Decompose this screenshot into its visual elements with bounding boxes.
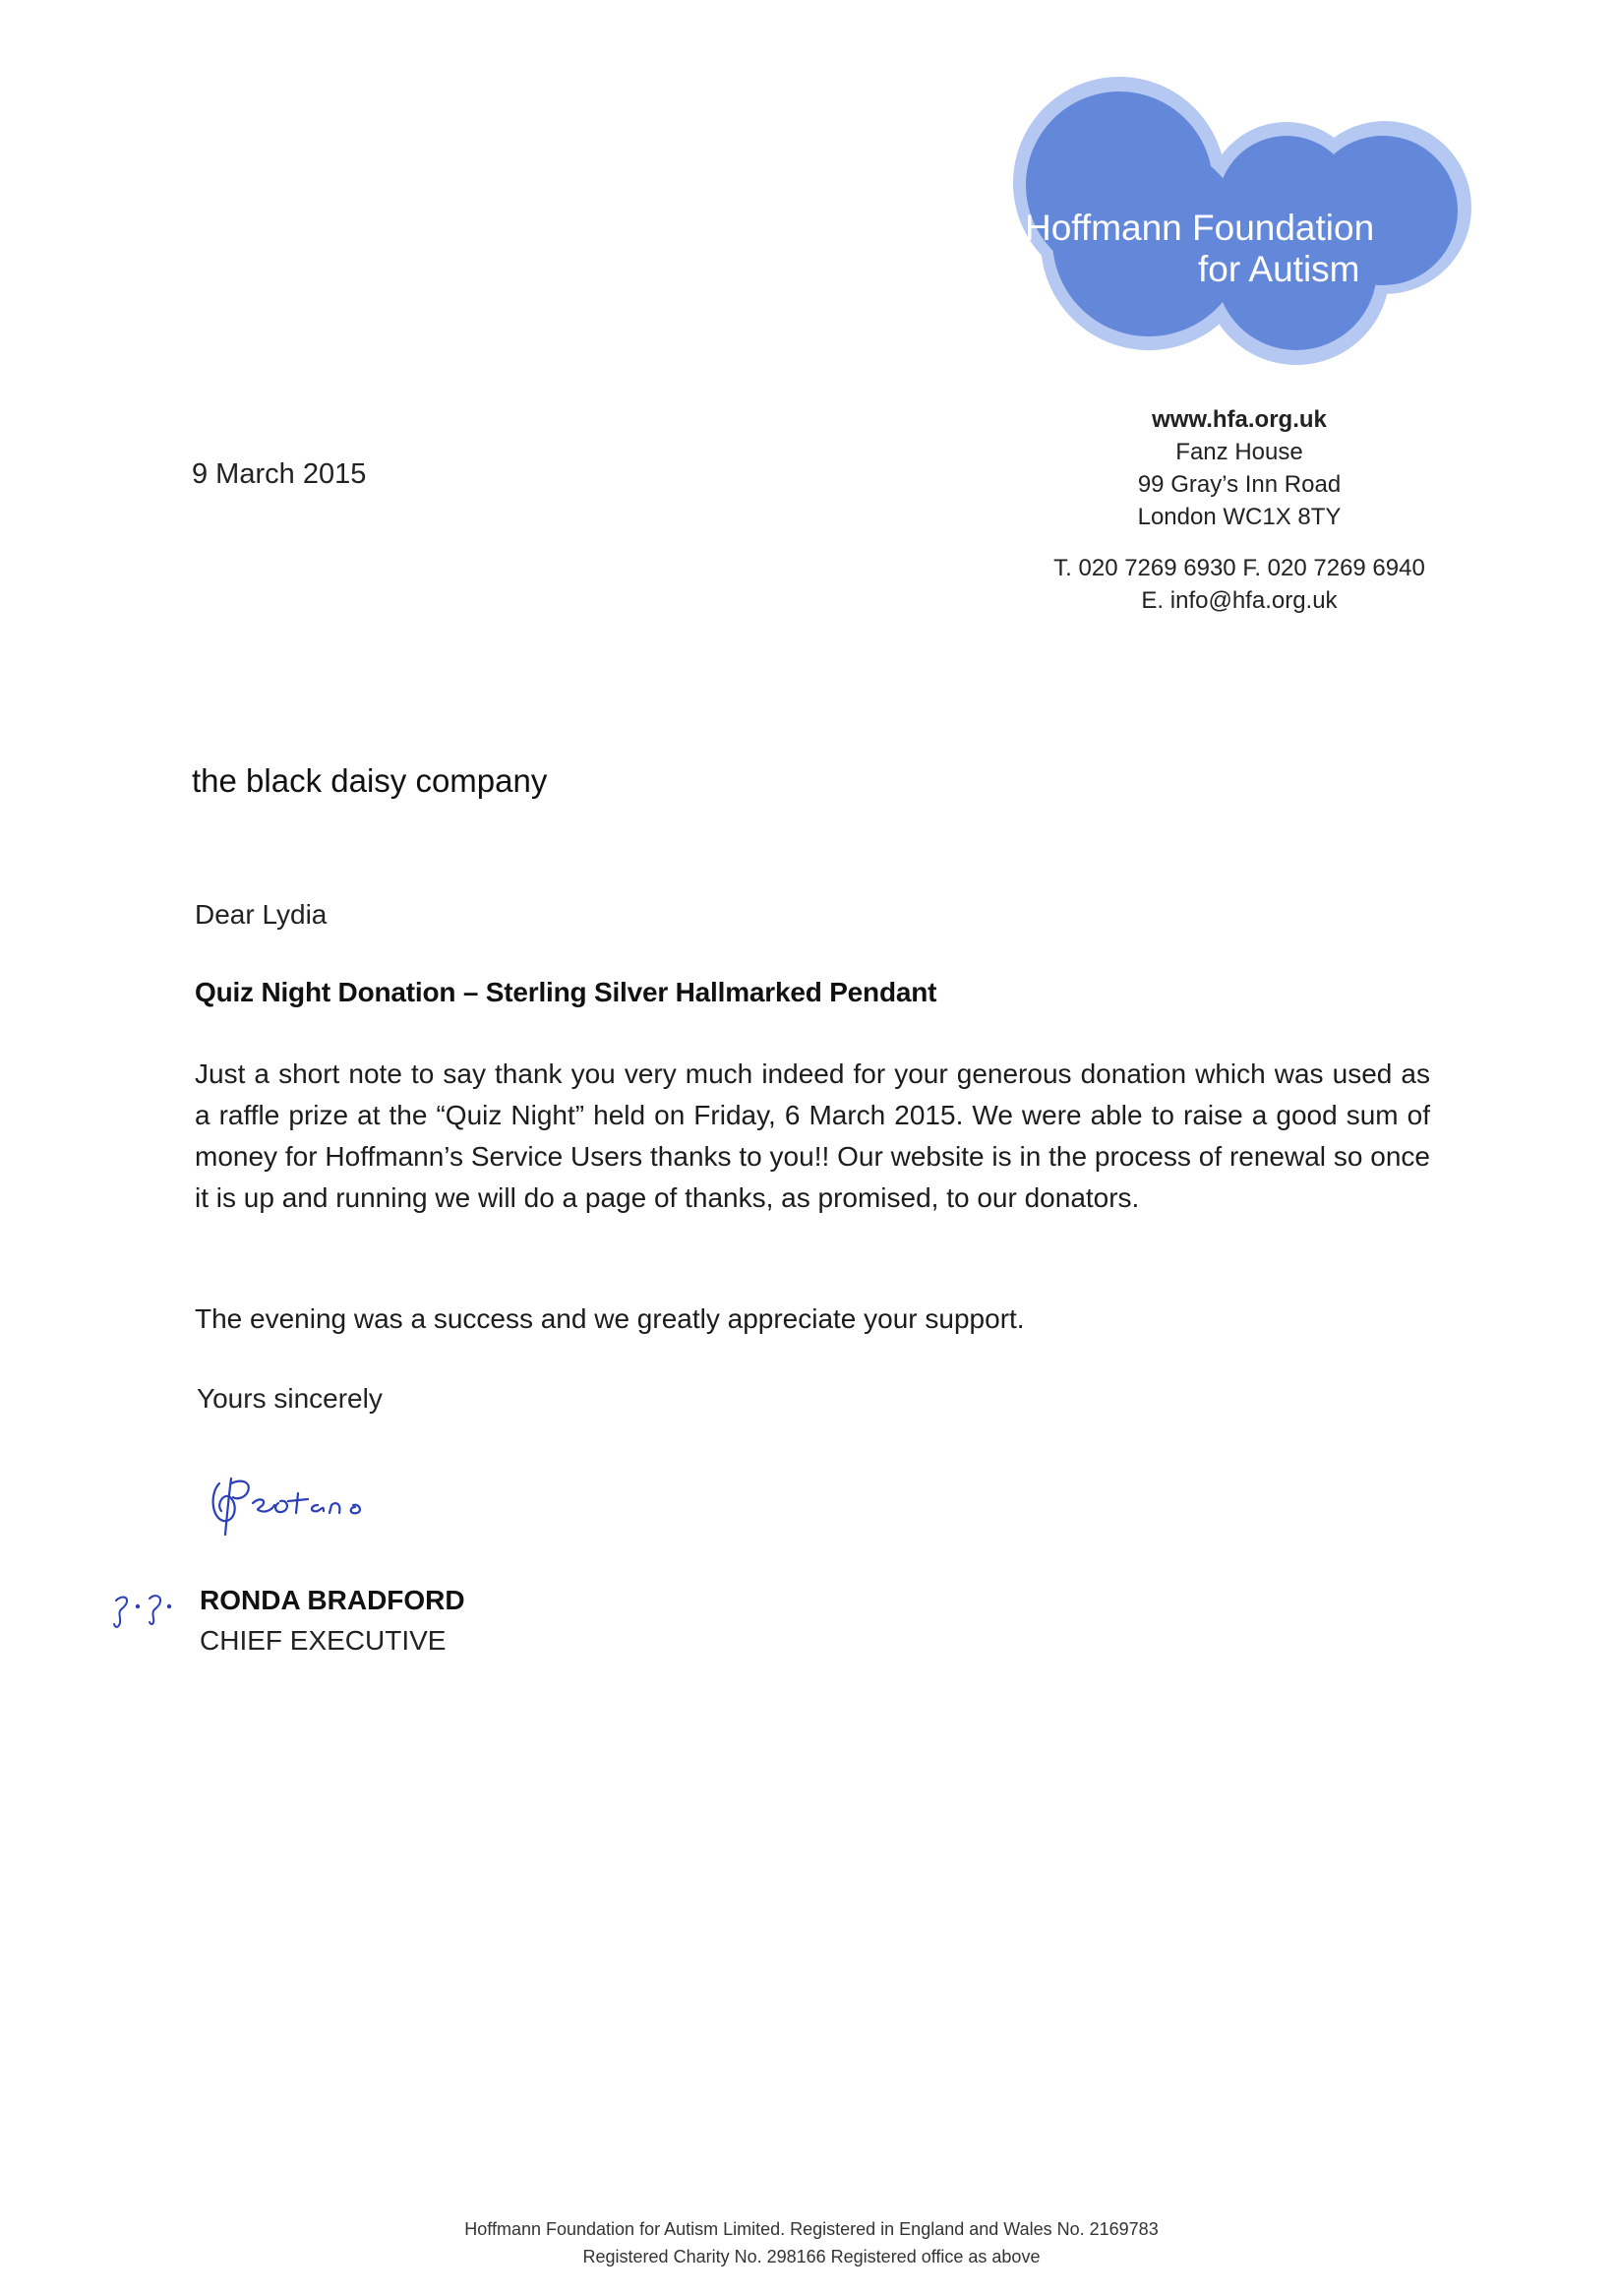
letter-date: 9 March 2015 xyxy=(192,458,367,490)
footer xyxy=(295,2215,1328,2270)
body-paragraph-2: The evening was a success and we greatly appreciate your support. xyxy=(195,1303,1025,1334)
email-link[interactable]: E. info@hfa.org.uk xyxy=(1141,587,1338,614)
signer-title: CHIEF EXECUTIVE xyxy=(200,1625,447,1656)
signer-name: RONDA BRADFORD xyxy=(200,1585,465,1615)
signature xyxy=(202,1464,457,1542)
subject-line: Quiz Night Donation – Sterling Silver Hallmarked Pendant xyxy=(195,977,937,1007)
address-line-1: Fanz House xyxy=(1175,439,1303,465)
address-line-2: 99 Gray’s Inn Road xyxy=(1137,471,1342,498)
pp-mark xyxy=(108,1589,187,1643)
footer-line-2: Registered Charity No. 298166 Registered office as above xyxy=(582,2247,1041,2266)
logo-line2: for Autism xyxy=(1198,249,1360,289)
salutation: Dear Lydia xyxy=(195,899,328,930)
phone-fax: T. 020 7269 6930 F. 020 7269 6940 xyxy=(1053,555,1425,581)
address-line-3: London WC1X 8TY xyxy=(1137,504,1342,530)
handwritten-signature-icon xyxy=(202,1464,457,1542)
closing: Yours sincerely xyxy=(197,1383,383,1414)
contact-block xyxy=(1023,403,1456,533)
website-link[interactable]: www.hfa.org.uk xyxy=(1152,406,1327,433)
footer-line-1: Hoffmann Foundation for Autism Limited. Registered in England and Wales No. 2169783 xyxy=(464,2219,1159,2239)
hfa-logo xyxy=(1001,75,1473,370)
pp-handwritten-icon xyxy=(108,1589,187,1643)
body-paragraph-1: Just a short note to say thank you very much indeed for your generous donation which was used as a raffle prize at the “Quiz Night” held on Friday, 6 March 2015. We were able to raise a good sum of money for Hoffmann’s Service Users thanks to you!! Our website is in the process of renewal so once it is up and running we will do a page of thanks, as promised, to our donators. xyxy=(195,1058,1430,1213)
contact-numbers xyxy=(1023,552,1456,617)
cloud-logo-icon xyxy=(1001,75,1473,370)
recipient-name: the black daisy company xyxy=(192,762,548,799)
logo-line1: Hoffmann Foundation xyxy=(1025,208,1375,248)
